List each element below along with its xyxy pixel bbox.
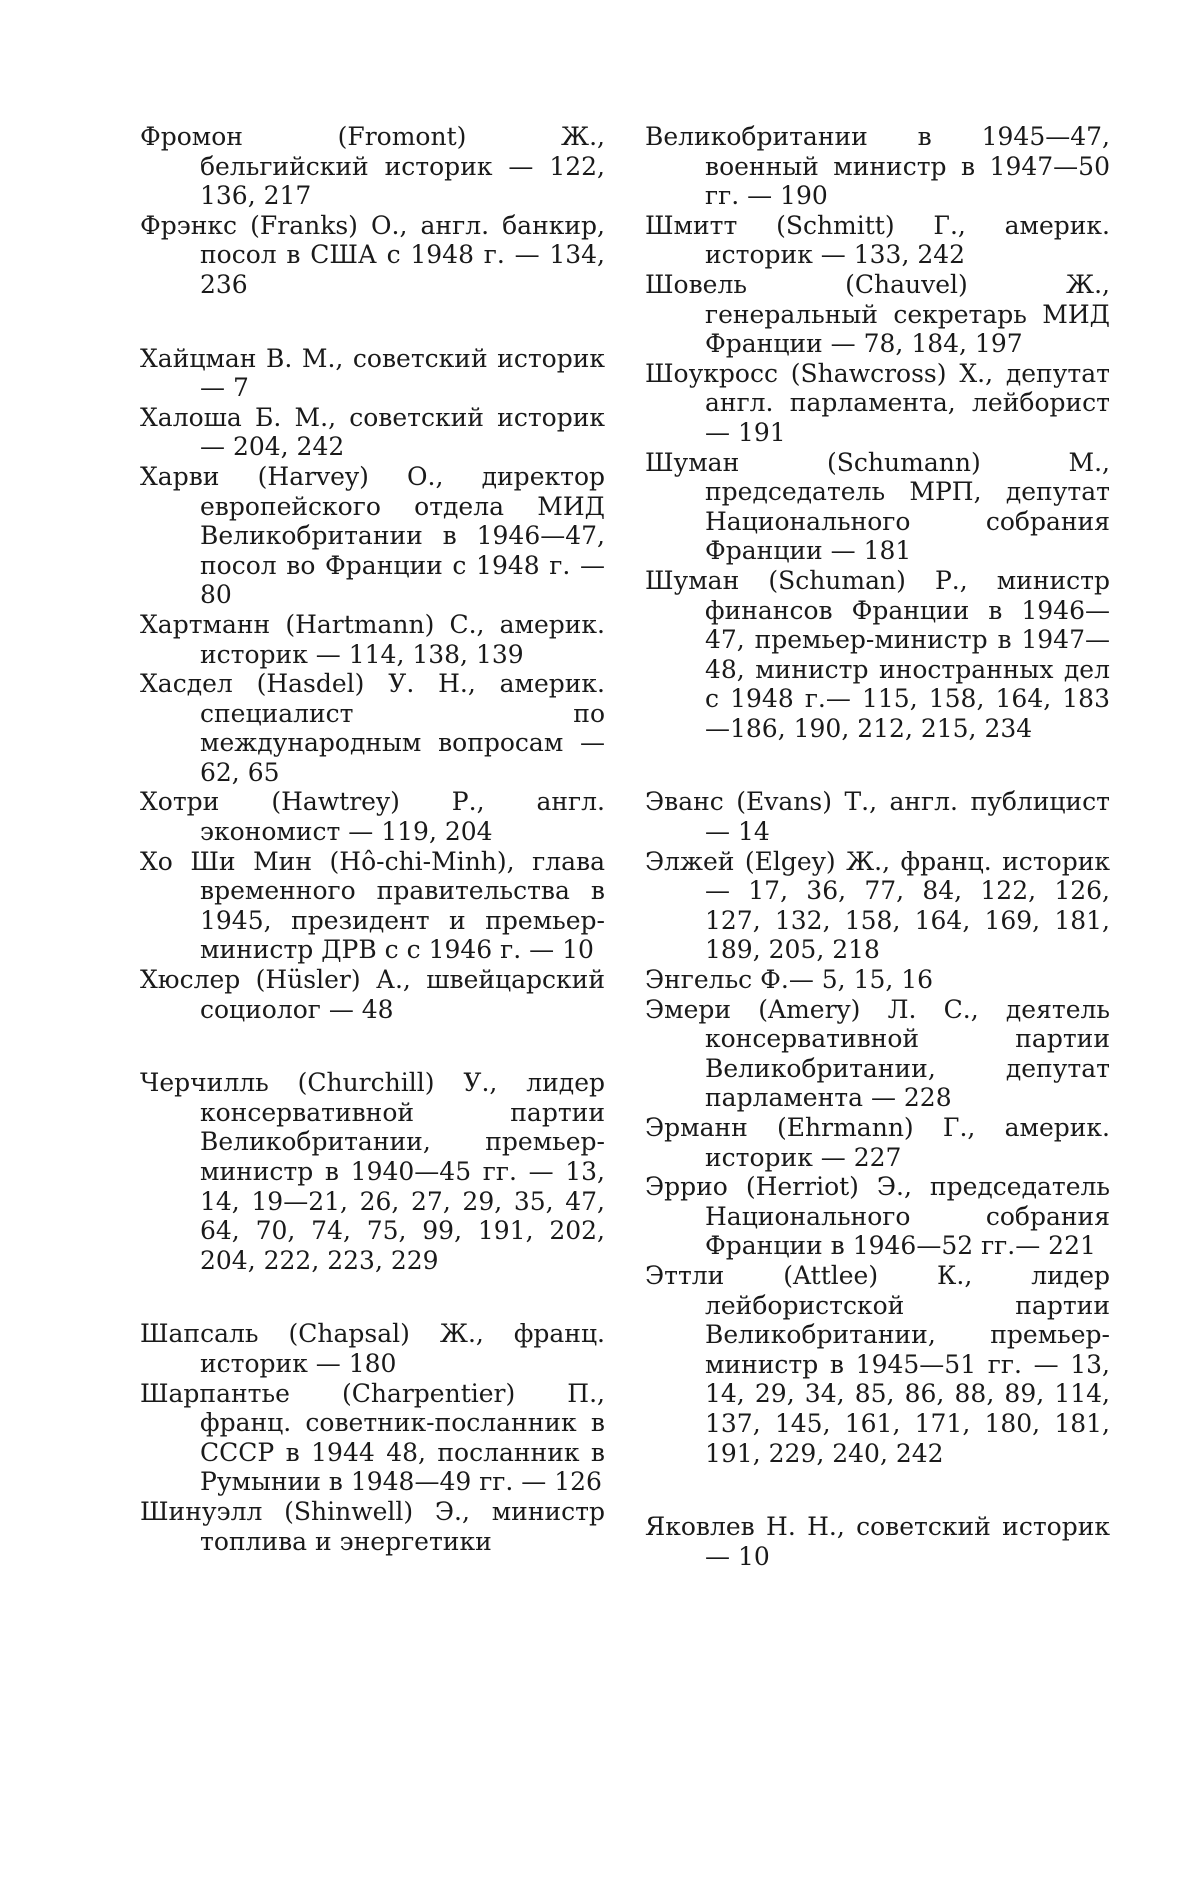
index-entry: Шовель (Chauvel) Ж., генеральный секретарь МИД Франции — 78, 184, 197 xyxy=(645,269,1110,359)
index-entry: Хартманн (Hartmann) С., америк. историк — 114, 138, 139 xyxy=(140,609,605,669)
index-entry: Энгельс Ф.— 5, 15, 16 xyxy=(645,965,934,995)
index-entry: Шинуэлл (Shinwell) Э., министр топлива и энергетики xyxy=(140,1496,605,1556)
index-entry: Шуман (Schuman) Р., министр финансов Франции в 1946—47, премьер-министр в 1947—48, министр иностранных дел с 1948 г.— 115, 158, 164, 183—186, 190, 212, 215, 234 xyxy=(645,565,1110,743)
index-column-right xyxy=(645,122,1110,1615)
index-entry: Эванс (Evans) Т., англ. публицист — 14 xyxy=(645,787,1110,847)
index-entry: Хотри (Hawtrey) Р., англ. экономист — 119, 204 xyxy=(140,787,605,847)
index-entry: Эррио (Herriot) Э., председатель Национального собрания Франции в 1946—52 гг.— 221 xyxy=(645,1172,1110,1261)
letter-group xyxy=(645,787,1110,1468)
index-entry: Фромон (Fromont) Ж., бельгийский историк — 122, 136, 217 xyxy=(140,122,605,211)
index-entry: Фрэнкс (Franks) О., англ. банкир, посол в США с 1948 г. — 134, 236 xyxy=(140,210,605,299)
index-entry: Хюслер (Hüsler) А., швейцарский социолог — 48 xyxy=(140,965,605,1024)
index-entry: Хайцман В. М., советский историк — 7 xyxy=(140,343,605,403)
index-entry: Халоша Б. М., советский историк — 204, 242 xyxy=(140,402,605,462)
index-entry: Хасдел (Hasdel) У. Н., америк. специалист по международным вопросам — 62, 65 xyxy=(140,669,605,787)
letter-group xyxy=(645,1512,1110,1571)
letter-group xyxy=(645,122,1110,743)
index-entry: Шоукросс (Shawcross) Х., депутат англ. парламента, лейборист — 191 xyxy=(645,358,1110,447)
index-entry: Великобритании в 1945—47, военный министр в 1947—50 гг. — 190 xyxy=(645,122,1110,211)
index-entry: Харви (Harvey) О., директор европейского отдела МИД Великобритании в 1946—47, посол во Франции с 1948 г. — 80 xyxy=(140,461,605,610)
index-entry: Эмери (Amery) Л. С., деятель консервативной партии Великобритании, депутат парламента — 228 xyxy=(645,994,1110,1113)
index-entry: Яковлев Н. Н., советский историк — 10 xyxy=(645,1512,1110,1571)
index-entry: Эттли (Attlee) К., лидер лейбористской партии Великобритании, премьер-министр в 1945—51 гг. — 13, 14, 29, 34, 85, 86, 88, 89, 114, 137, 145, 161, 171, 180, 181, 191, 229, 240, 242 xyxy=(645,1260,1110,1468)
index-entry: Шмитт (Schmitt) Г., америк. историк — 133, 242 xyxy=(645,210,1110,270)
index-entry: Черчилль (Churchill) У., лидер консервативной партии Великобритании, премьер-министр в 1940—45 гг. — 13, 14, 19—21, 26, 27, 29, 35, 47, 64, 70, 74, 75, 99, 191, 202, 204, 222, 223, 229 xyxy=(140,1068,605,1275)
letter-group xyxy=(140,344,605,1025)
letter-group xyxy=(140,1068,605,1275)
index-entry: Шарпантье (Charpentier) П., франц. советник-посланник в СССР в 1944 48, посланник в Румынии в 1948—49 гг. — 126 xyxy=(140,1378,605,1497)
index-entry: Эрманн (Ehrmann) Г., америк. историк — 227 xyxy=(645,1113,1110,1172)
index-entry: Шапсаль (Chapsal) Ж., франц. историк — 180 xyxy=(140,1319,605,1378)
index-column-left xyxy=(140,122,605,1600)
index-entry: Хо Ши Мин (Hô-chi-Minh), глава временного правительства в 1945, президент и премьер-министр ДРВ с с 1946 г. — 10 xyxy=(140,846,605,965)
letter-group xyxy=(140,1319,605,1556)
index-entry: Элжей (Elgey) Ж., франц. историк — 17, 36, 77, 84, 122, 126, 127, 132, 158, 164, 169, 181, 189, 205, 218 xyxy=(645,846,1110,965)
letter-group xyxy=(140,122,605,300)
index-entry: Шуман (Schumann) М., председатель МРП, депутат Национального собрания Франции — 181 xyxy=(645,447,1110,566)
